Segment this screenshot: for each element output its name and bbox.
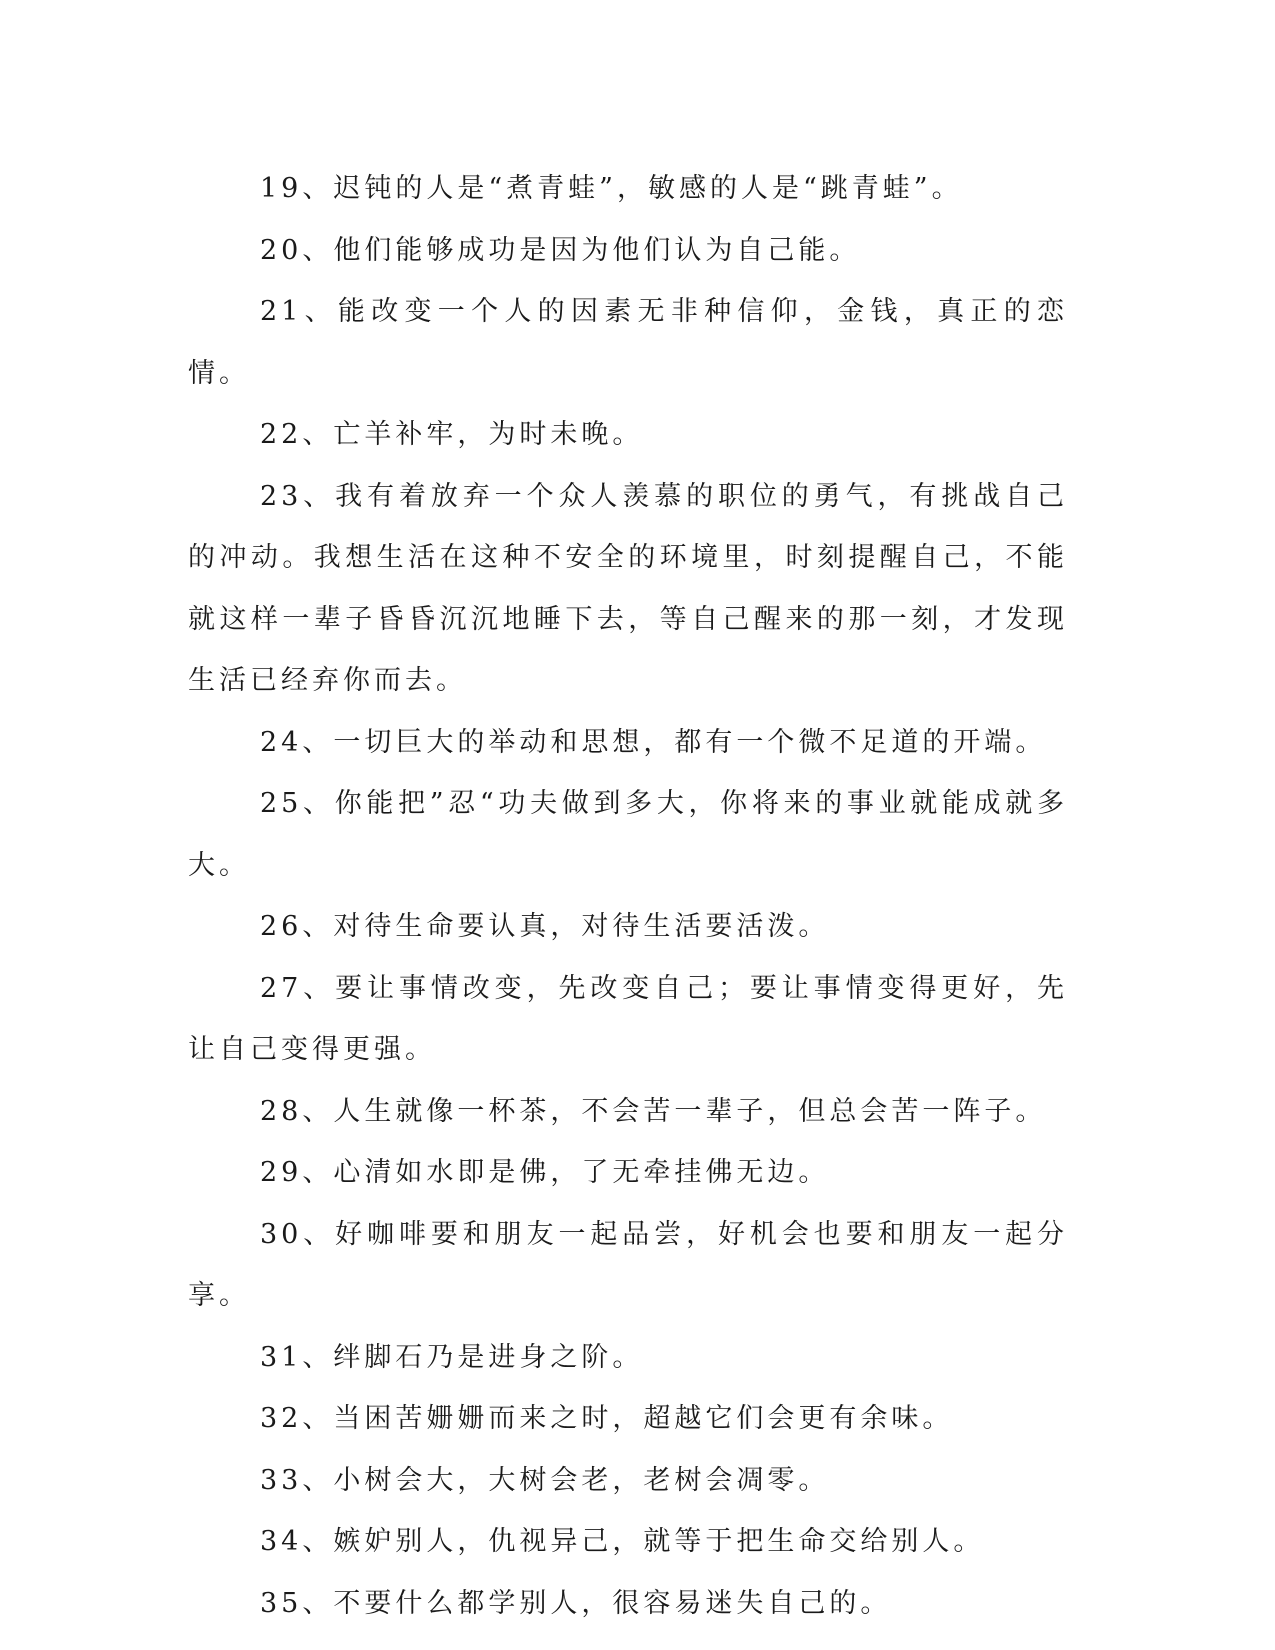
paragraph-25: 25、你能把”忍“功夫做到多大，你将来的事业就能成就多大。	[188, 788, 1068, 881]
paragraph-20: 20、他们能够成功是因为他们认为自己能。	[260, 234, 861, 266]
paragraph-22: 22、亡羊补牢，为时未晚。	[260, 419, 644, 450]
paragraph-27: 27、要让事情改变，先改变自己；要让事情变得更好，先让自己变得更强。	[188, 972, 1068, 1065]
paragraph-21: 21、能改变一个人的因素无非种信仰，金钱，真正的恋情。	[188, 296, 1068, 389]
paragraph-28: 28、人生就像一杯茶，不会苦一辈子，但总会苦一阵子。	[260, 1095, 1047, 1127]
paragraph-31: 31、绊脚石乃是进身之阶。	[260, 1341, 644, 1373]
paragraph-19: 19、迟钝的人是“煮青蛙”，敏感的人是“跳青蛙”。	[260, 173, 963, 204]
paragraph-33: 33、小树会大，大树会老，老树会凋零。	[260, 1464, 830, 1496]
paragraph-24: 24、一切巨大的举动和思想，都有一个微不足道的开端。	[260, 726, 1047, 758]
paragraph-34: 34、嫉妒别人，仇视异己，就等于把生命交给别人。	[260, 1526, 985, 1557]
paragraph-26: 26、对待生命要认真，对待生活要活泼。	[260, 911, 830, 942]
paragraph-35: 35、不要什么都学别人，很容易迷失自己的。	[260, 1587, 892, 1619]
paragraph-29: 29、心清如水即是佛，了无牵挂佛无边。	[260, 1157, 830, 1188]
paragraph-32: 32、当困苦姗姗而来之时，超越它们会更有余味。	[260, 1403, 954, 1434]
document-body	[188, 158, 1068, 1634]
paragraph-30: 30、好咖啡要和朋友一起品尝，好机会也要和朋友一起分享。	[188, 1218, 1068, 1311]
paragraph-23: 23、我有着放弃一个众人羡慕的职位的勇气，有挑战自己的冲动。我想生活在这种不安全的环境里，时刻提醒自己，不能就这样一辈子昏昏沉沉地睡下去，等自己醒来的那一刻，才发现生活已经弃你而去。	[188, 480, 1068, 696]
